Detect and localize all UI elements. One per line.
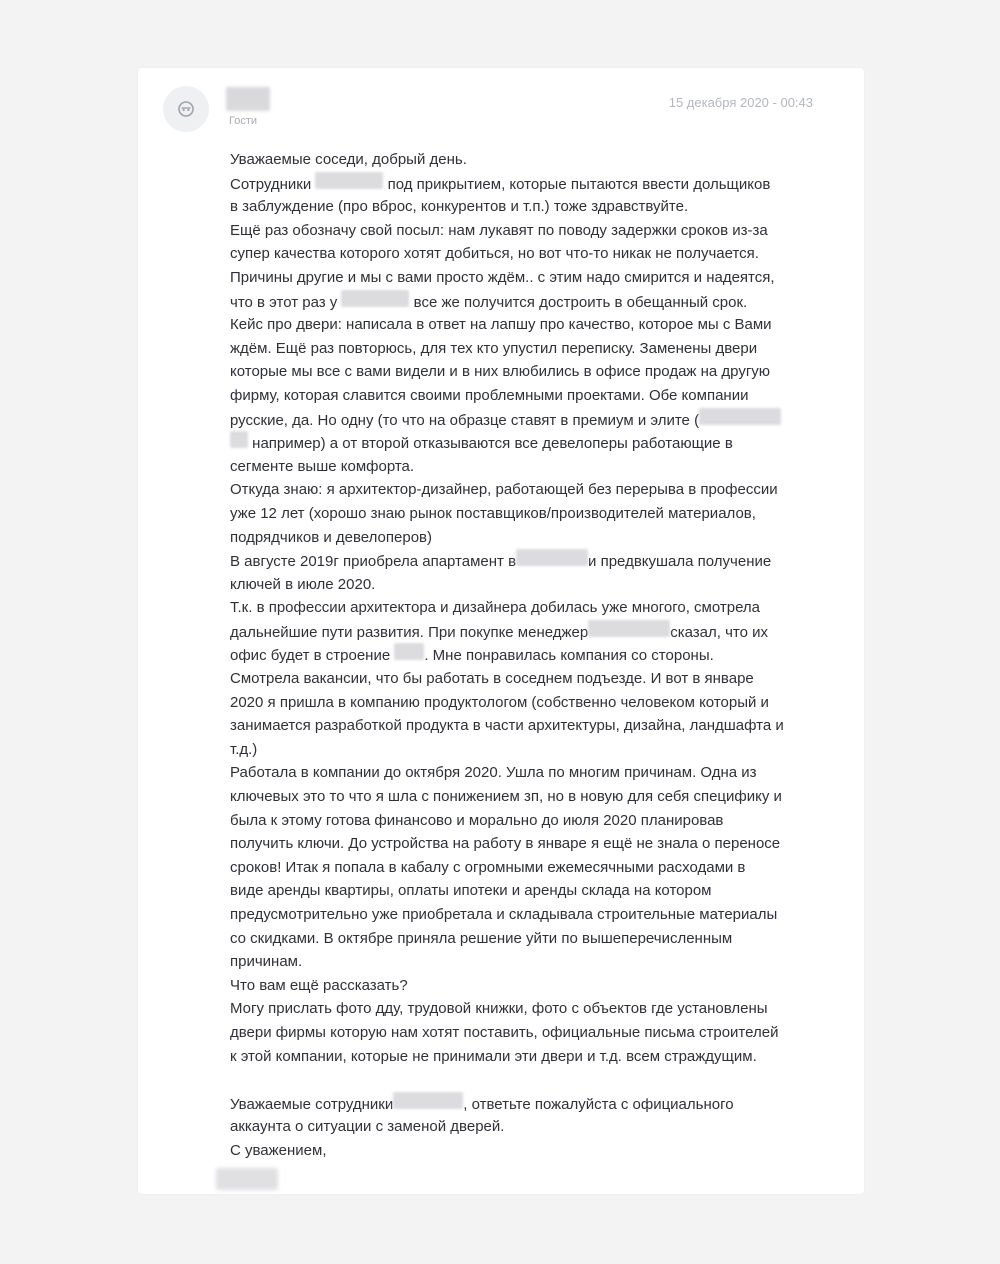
text-line	[230, 290, 800, 314]
forum-post-card	[138, 68, 864, 1194]
author-name-redacted[interactable]	[226, 87, 270, 111]
text-line	[230, 691, 800, 715]
text-fragment: все же получится достроить в обещанный срок.	[413, 293, 748, 311]
text-line	[230, 172, 800, 196]
text-line	[230, 360, 800, 384]
text-fragment: к этой компании, которые не принимали эти двери и т.д. всем страждущим.	[230, 1047, 757, 1065]
text-fragment: например) а от второй отказываются все девелоперы работающие в	[252, 435, 733, 453]
text-line	[230, 242, 800, 266]
text-fragment: офис будет в строение	[230, 647, 391, 665]
text-fragment: уже 12 лет (хорошо знаю рынок поставщиков/производителей материалов,	[230, 504, 756, 522]
text-line	[230, 408, 800, 432]
text-line	[230, 809, 800, 833]
text-fragment: Могу прислать фото дду, трудовой книжки, фото с объектов где установлены	[230, 1000, 768, 1018]
text-fragment: ключей в июле 2020.	[230, 575, 376, 593]
text-fragment: и предвкушала получение	[588, 553, 772, 571]
text-line	[230, 313, 800, 337]
redacted-text	[393, 1092, 463, 1109]
text-fragment: 2020 я пришла в компанию продуктологом (собственно человеком который и	[230, 693, 769, 711]
text-line	[230, 502, 800, 526]
text-fragment: которые мы все с вами видели и в них влюбились в офисе продаж на другую	[230, 363, 771, 381]
redacted-text	[315, 172, 383, 189]
text-fragment: ждём. Ещё раз повторюсь, для тех кто упустил переписку. Заменены двери	[230, 339, 758, 357]
text-fragment: фирму, которая славится своими проблемными проектами. Обе компании	[230, 386, 749, 404]
text-line	[230, 549, 800, 573]
text-line	[230, 785, 800, 809]
text-fragment: . Мне понравилась компания со стороны.	[424, 647, 714, 665]
text-fragment: Кейс про двери: написала в ответ на лапшу про качество, которое мы с Вами	[230, 316, 772, 334]
text-fragment: Откуда знаю: я архитектор-дизайнер, работающей без перерыва в профессии	[230, 481, 778, 499]
text-fragment: в заблуждение (про вброс, конкурентов и т.п.) тоже здравствуйте.	[230, 198, 689, 216]
text-fragment: сроков! Итак я попала в кабалу с огромными ежемесячными расходами в	[230, 858, 746, 876]
text-fragment: Причины другие и мы с вами просто ждём.. с этим надо смирится и надеятся,	[230, 268, 775, 286]
text-fragment: , ответьте пожалуйста с официального	[463, 1095, 734, 1113]
text-line	[230, 950, 800, 974]
author-role: Гости	[229, 115, 258, 127]
text-fragment: предусмотрительно уже приобретала и складывала строительные материалы	[230, 906, 778, 923]
text-line	[230, 148, 800, 172]
text-fragment: причинам.	[230, 953, 303, 971]
text-line	[230, 1021, 800, 1045]
text-fragment: супер качества которого хотят добиться, но вот что-то никак не получается.	[230, 245, 759, 263]
text-fragment: Что вам ещё рассказать?	[230, 976, 408, 994]
text-line	[230, 1092, 800, 1116]
text-line	[230, 478, 800, 502]
text-line	[230, 337, 800, 361]
text-fragment: сегменте выше комфорта.	[230, 457, 415, 475]
post-body	[230, 148, 800, 1163]
text-line	[230, 620, 800, 644]
redacted-text	[588, 620, 670, 637]
post-date: 15 декабря 2020 - 00:43	[668, 95, 813, 110]
text-line	[230, 573, 800, 597]
text-fragment: Т.к. в профессии архитектора и дизайнера добилась уже многого, смотрела	[230, 599, 761, 617]
redacted-text	[699, 408, 781, 425]
text-fragment: Сотрудники	[230, 175, 312, 193]
guest-avatar-icon	[176, 99, 196, 119]
text-fragment: аккаунта о ситуации с заменой дверей.	[230, 1118, 505, 1136]
redacted-text	[230, 431, 248, 448]
text-line	[230, 761, 800, 785]
text-fragment: под прикрытием, которые пытаются ввести дольщиков	[387, 175, 771, 193]
text-fragment: сказал, что их	[670, 623, 769, 641]
text-fragment: подрядчиков и девелоперов)	[230, 528, 433, 546]
text-fragment: Ещё раз обозначу свой посыл: нам лукавят по поводу задержки сроков из-за	[230, 221, 768, 239]
text-fragment: С уважением,	[230, 1141, 327, 1159]
redacted-text	[516, 549, 588, 566]
text-fragment: двери фирмы которую нам хотят поставить, официальные письма строителей	[230, 1023, 779, 1041]
text-line	[230, 266, 800, 290]
text-line	[230, 927, 800, 951]
text-line	[230, 643, 800, 667]
text-fragment: Смотрела вакансии, что бы работать в соседнем подъезде. И вот в январе	[230, 670, 754, 688]
text-line	[230, 903, 800, 927]
text-line	[230, 1115, 800, 1139]
text-line	[230, 1045, 800, 1069]
text-line	[230, 431, 800, 455]
redacted-text	[341, 290, 409, 307]
avatar[interactable]	[163, 86, 209, 132]
text-line	[230, 667, 800, 691]
text-line	[230, 997, 800, 1021]
text-fragment: дальнейшие пути развития. При покупке менеджер	[230, 623, 589, 641]
text-line	[230, 879, 800, 903]
text-fragment: т.д.)	[230, 740, 258, 758]
text-line	[230, 526, 800, 550]
text-fragment: В августе 2019г приобрела апартамент в	[230, 553, 517, 571]
text-line	[230, 714, 800, 738]
redacted-text	[394, 643, 424, 660]
text-line	[230, 219, 800, 243]
text-fragment: занимается разработкой продукта в части архитектуры, дизайна, ландшафта и	[230, 717, 784, 735]
text-line	[230, 455, 800, 479]
text-line	[230, 974, 800, 998]
text-line	[230, 384, 800, 408]
text-line	[230, 738, 800, 762]
text-fragment: русские, да. Но одну (то что на образце ставят в премиум и элите (	[230, 411, 700, 429]
text-fragment: что в этот раз у	[230, 293, 338, 311]
text-fragment: ключевых это то что я шла с понижением зп, но в новую для себя специфику и	[230, 788, 782, 806]
paragraph-gap	[230, 1068, 800, 1092]
text-line	[230, 596, 800, 620]
text-line	[230, 1139, 800, 1163]
text-fragment: виде аренды квартиры, оплаты ипотеки и аренды склада на котором	[230, 882, 712, 900]
text-fragment: Уважаемые сотрудники	[230, 1095, 394, 1113]
signature-redacted	[216, 1168, 278, 1190]
text-fragment: со скидками. В октябре приняла решение уйти по вышеперечисленным	[230, 929, 733, 947]
text-line	[230, 832, 800, 856]
text-line	[230, 856, 800, 880]
text-fragment: получить ключи. До устройства на работу в январе я ещё не знала о переносе	[230, 835, 781, 853]
text-fragment: Работала в компании до октября 2020. Ушла по многим причинам. Одна из	[230, 764, 757, 782]
text-fragment: была к этому готова финансово и морально до июля 2020 планировав	[230, 811, 724, 829]
text-fragment: Уважаемые соседи, добрый день.	[230, 151, 467, 168]
text-line	[230, 195, 800, 219]
